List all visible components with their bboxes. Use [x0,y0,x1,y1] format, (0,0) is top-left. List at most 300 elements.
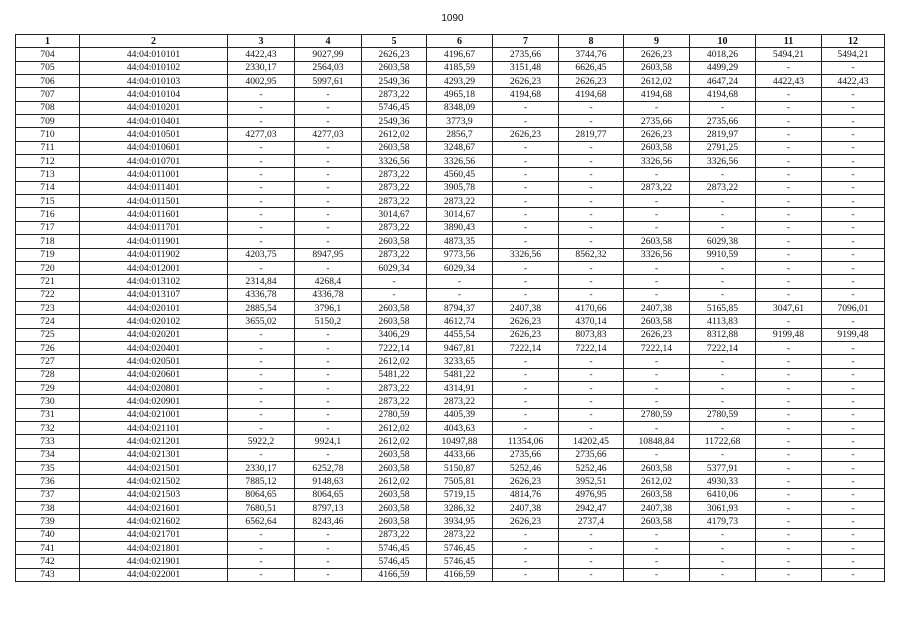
table-cell: - [559,368,624,381]
table-cell: - [756,341,822,354]
table-cell: 44:04:021201 [80,435,228,448]
column-header: 4 [295,35,362,48]
table-row [16,88,885,101]
table-row [16,141,885,154]
table-cell: 44:04:022001 [80,568,228,581]
table-cell: 2819,97 [690,128,756,141]
table-cell: - [822,261,885,274]
table-cell: 743 [16,568,80,581]
table-cell: 2735,66 [624,115,690,128]
table-cell: - [362,288,427,301]
table-cell: 726 [16,341,80,354]
table-cell: - [228,395,295,408]
table-cell: 5746,45 [362,542,427,555]
table-cell: 2603,58 [624,141,690,154]
table-cell: 4194,68 [493,88,559,101]
table-cell: - [756,542,822,555]
table-cell: 9773,56 [427,248,493,261]
table-cell: - [822,568,885,581]
table-cell: - [295,88,362,101]
table-cell: 2603,58 [362,315,427,328]
table-cell: 2549,36 [362,75,427,88]
table-cell: - [756,115,822,128]
table-cell: 5746,45 [427,555,493,568]
table-cell: 5719,15 [427,488,493,501]
table-cell: 5746,45 [362,101,427,114]
table-cell: - [493,195,559,208]
table-cell: - [756,421,822,434]
table-cell: - [822,435,885,448]
table-cell: - [756,502,822,515]
table-cell: - [822,448,885,461]
table-cell: 3326,56 [624,155,690,168]
table-cell: - [493,115,559,128]
table-cell: 4499,29 [690,61,756,74]
table-cell: - [756,235,822,248]
table-cell: - [559,421,624,434]
table-cell: 2873,22 [362,181,427,194]
table-cell: 725 [16,328,80,341]
table-cell: - [756,462,822,475]
table-cell: - [295,155,362,168]
table-row [16,488,885,501]
table-cell: 2626,23 [624,128,690,141]
table-cell: 6029,34 [427,261,493,274]
table-row [16,235,885,248]
table-cell: 10848,84 [624,435,690,448]
table-row [16,275,885,288]
table-cell: - [295,368,362,381]
table-cell: 729 [16,381,80,394]
table-cell: 2407,38 [493,301,559,314]
table-cell: - [559,221,624,234]
table-cell: 715 [16,195,80,208]
table-cell: - [756,61,822,74]
table-cell: 2735,66 [559,448,624,461]
table-cell: 44:04:011901 [80,235,228,248]
table-cell: 6252,78 [295,462,362,475]
table-cell: - [822,355,885,368]
table-cell: 2873,22 [362,168,427,181]
table-cell: 7222,14 [362,341,427,354]
table-cell: 2407,38 [493,502,559,515]
table-cell: - [228,542,295,555]
table-cell: - [690,208,756,221]
table-cell: - [295,395,362,408]
table-cell: 2873,22 [362,395,427,408]
table-cell: 737 [16,488,80,501]
table-row [16,381,885,394]
table-cell: 8064,65 [228,488,295,501]
table-cell: - [559,275,624,288]
table-cell: 9910,59 [690,248,756,261]
table-cell: - [493,221,559,234]
table-cell: - [427,275,493,288]
table-cell: 5252,46 [493,462,559,475]
table-cell: 44:04:010104 [80,88,228,101]
table-cell: 2612,02 [624,75,690,88]
table-cell: 2737,4 [559,515,624,528]
table-cell: 5746,45 [427,542,493,555]
table-cell: 717 [16,221,80,234]
table-cell: 2603,58 [624,235,690,248]
table-cell: - [756,395,822,408]
table-cell: - [295,221,362,234]
table-cell: 10497,88 [427,435,493,448]
table-cell: - [756,248,822,261]
table-cell: 5150,2 [295,315,362,328]
table-cell: - [493,155,559,168]
table-cell: - [822,395,885,408]
table-cell: 8562,32 [559,248,624,261]
table-cell: 2314,84 [228,275,295,288]
table-cell: 44:04:010101 [80,48,228,61]
table-cell: 2612,02 [362,355,427,368]
table-cell: - [690,528,756,541]
table-cell: 3326,56 [690,155,756,168]
column-header: 7 [493,35,559,48]
table-cell: 710 [16,128,80,141]
table-cell: 719 [16,248,80,261]
table-cell: 4293,29 [427,75,493,88]
table-cell: 739 [16,515,80,528]
table-cell: - [559,355,624,368]
table-cell: 2603,58 [362,141,427,154]
table-cell: - [690,261,756,274]
table-cell: 704 [16,48,80,61]
table-row [16,195,885,208]
table-cell: 44:04:021701 [80,528,228,541]
table-cell: - [756,528,822,541]
table-cell: 2549,36 [362,115,427,128]
table-row [16,75,885,88]
table-cell: 721 [16,275,80,288]
table-cell: 708 [16,101,80,114]
table-cell: 4647,24 [690,75,756,88]
table-cell: 7222,14 [690,341,756,354]
table-cell: 4043,63 [427,421,493,434]
table-cell: 3014,67 [427,208,493,221]
table-cell: 44:04:021601 [80,502,228,515]
table-cell: 2626,23 [624,48,690,61]
table-cell: 44:04:011701 [80,221,228,234]
table-cell: 44:04:020801 [80,381,228,394]
table-cell: - [624,221,690,234]
table-cell: 2873,22 [362,88,427,101]
table-cell: 8064,65 [295,488,362,501]
table-cell: 736 [16,475,80,488]
table-cell: 2885,54 [228,301,295,314]
table-cell: - [690,355,756,368]
table-cell: - [690,381,756,394]
table-cell: - [624,368,690,381]
table-cell: - [822,101,885,114]
table-cell: - [822,141,885,154]
table-cell: 44:04:013107 [80,288,228,301]
table-cell: 4336,78 [295,288,362,301]
table-cell: - [228,115,295,128]
table-cell: 722 [16,288,80,301]
table-cell: 2819,77 [559,128,624,141]
table-cell: 4194,68 [559,88,624,101]
table-cell: - [295,555,362,568]
table-cell: 3655,02 [228,315,295,328]
table-cell: - [228,381,295,394]
table-cell: 2873,22 [690,181,756,194]
table-cell: - [822,381,885,394]
table-row [16,568,885,581]
table-cell: - [822,315,885,328]
table-cell: - [756,515,822,528]
table-cell: 44:04:010501 [80,128,228,141]
table-row [16,101,885,114]
table-cell: - [756,555,822,568]
table-cell: 4194,68 [690,88,756,101]
table-cell: 2856,7 [427,128,493,141]
table-cell: - [228,328,295,341]
table-cell: - [822,235,885,248]
table-cell: - [822,515,885,528]
table-cell: - [756,568,822,581]
table-cell: - [493,368,559,381]
table-cell: 728 [16,368,80,381]
table-cell: - [295,141,362,154]
table-cell: 44:04:020102 [80,315,228,328]
table-cell: 44:04:010102 [80,61,228,74]
table-cell: - [690,288,756,301]
table-cell: 5997,61 [295,75,362,88]
table-cell: - [822,462,885,475]
table-cell: - [756,208,822,221]
table-cell: 2873,22 [362,528,427,541]
table-cell: - [295,381,362,394]
table-cell: 3905,78 [427,181,493,194]
table-cell: 9148,63 [295,475,362,488]
table-cell: - [822,61,885,74]
table-cell: 14202,45 [559,435,624,448]
table-cell: - [822,195,885,208]
table-cell: 4277,03 [295,128,362,141]
table-cell: - [822,528,885,541]
table-cell: 4170,66 [559,301,624,314]
table-cell: - [228,341,295,354]
table-cell: 44:04:020501 [80,355,228,368]
table-cell: - [493,288,559,301]
page-number: 1090 [441,13,464,24]
table-cell: - [756,221,822,234]
table-cell: - [559,141,624,154]
table-cell: - [427,288,493,301]
table-cell: - [559,181,624,194]
table-row [16,115,885,128]
table-cell: 8243,46 [295,515,362,528]
table-cell: 2780,59 [362,408,427,421]
table-cell: 5746,45 [362,555,427,568]
table-cell: 3952,51 [559,475,624,488]
table-cell: 44:04:020401 [80,341,228,354]
table-cell: - [493,408,559,421]
data-table [15,34,885,582]
table-cell: 44:04:010103 [80,75,228,88]
table-cell: - [690,195,756,208]
table-cell: 731 [16,408,80,421]
table-cell: - [493,208,559,221]
table-cell: - [228,88,295,101]
table-cell: 44:04:013102 [80,275,228,288]
table-cell: 4422,43 [822,75,885,88]
table-cell: 2603,58 [624,462,690,475]
table-cell: - [295,568,362,581]
table-cell: 6029,38 [690,235,756,248]
table-cell: - [624,421,690,434]
table-cell: - [624,355,690,368]
table-cell: - [295,168,362,181]
table-cell: - [295,355,362,368]
table-cell: - [295,542,362,555]
table-cell: - [295,421,362,434]
table-cell: 5494,21 [756,48,822,61]
table-cell: 733 [16,435,80,448]
column-header: 8 [559,35,624,48]
table-cell: - [624,275,690,288]
table-cell: 44:04:021101 [80,421,228,434]
table-cell: 2873,22 [427,395,493,408]
table-cell: - [493,381,559,394]
table-cell: - [559,395,624,408]
table-cell: 4185,59 [427,61,493,74]
table-cell: 730 [16,395,80,408]
table-cell: 4179,73 [690,515,756,528]
table-cell: - [822,288,885,301]
table-cell: 2735,66 [493,448,559,461]
table-cell: - [295,528,362,541]
table-row [16,315,885,328]
table-cell: 44:04:010201 [80,101,228,114]
table-cell: - [756,168,822,181]
table-cell: - [493,568,559,581]
table-cell: - [756,88,822,101]
table-cell: 720 [16,261,80,274]
table-cell: - [559,568,624,581]
table-cell: - [690,448,756,461]
table-cell: - [559,261,624,274]
table-cell: - [228,141,295,154]
table-cell: 3151,48 [493,61,559,74]
table-cell: 2612,02 [624,475,690,488]
table-cell: 3061,93 [690,502,756,515]
table-cell: 734 [16,448,80,461]
table-row [16,421,885,434]
table-cell: - [493,421,559,434]
column-header: 2 [80,35,228,48]
table-row [16,528,885,541]
table-cell: - [295,115,362,128]
column-header: 10 [690,35,756,48]
table-cell: - [822,475,885,488]
table-cell: 727 [16,355,80,368]
table-cell: 3326,56 [493,248,559,261]
table-cell: 4455,54 [427,328,493,341]
table-cell: 5922,2 [228,435,295,448]
table-cell: 6626,45 [559,61,624,74]
table-cell: 4113,83 [690,315,756,328]
table-cell: - [228,355,295,368]
table-cell: - [493,542,559,555]
table-cell: 2603,58 [362,502,427,515]
table-cell: 713 [16,168,80,181]
table-cell: - [822,368,885,381]
table-cell: - [228,101,295,114]
table-cell: - [624,195,690,208]
table-cell: - [228,208,295,221]
table-cell: - [295,181,362,194]
table-cell: 8073,83 [559,328,624,341]
table-cell: 2626,23 [362,48,427,61]
table-cell: - [559,208,624,221]
table-cell: - [756,381,822,394]
table-cell: - [228,448,295,461]
table-cell: - [295,235,362,248]
table-cell: 3934,95 [427,515,493,528]
table-cell: - [228,235,295,248]
table-cell: - [493,261,559,274]
table-cell: 8348,09 [427,101,493,114]
table-cell: 2873,22 [427,195,493,208]
table-cell: 44:04:021801 [80,542,228,555]
table-cell: 44:04:021502 [80,475,228,488]
table-cell: 2564,03 [295,61,362,74]
table-row [16,288,885,301]
table-row [16,155,885,168]
table-cell: 706 [16,75,80,88]
table-cell: - [756,141,822,154]
table-cell: 8797,13 [295,502,362,515]
table-cell: 5377,91 [690,462,756,475]
table-cell: 2780,59 [690,408,756,421]
table-row [16,395,885,408]
table-cell: 4018,26 [690,48,756,61]
column-header: 1 [16,35,80,48]
table-cell: - [690,395,756,408]
table-cell: - [624,528,690,541]
table-cell: 740 [16,528,80,541]
table-cell: - [493,395,559,408]
table-cell: 723 [16,301,80,314]
table-cell: 4370,14 [559,315,624,328]
table-cell: - [228,555,295,568]
table-cell: 9199,48 [756,328,822,341]
table-cell: - [228,195,295,208]
table-cell: 4203,75 [228,248,295,261]
table-cell: 732 [16,421,80,434]
table-row [16,61,885,74]
table-cell: 6410,06 [690,488,756,501]
table-row [16,408,885,421]
table-cell: - [624,395,690,408]
table-row [16,368,885,381]
table-cell: - [559,381,624,394]
table-cell: 2603,58 [362,301,427,314]
table-cell: - [756,195,822,208]
table-cell: - [559,528,624,541]
table-cell: 44:04:012001 [80,261,228,274]
table-cell: 2735,66 [690,115,756,128]
table-cell: 2612,02 [362,435,427,448]
table-cell: - [493,528,559,541]
table-cell: - [624,208,690,221]
table-cell: 724 [16,315,80,328]
table-cell: 2603,58 [362,61,427,74]
